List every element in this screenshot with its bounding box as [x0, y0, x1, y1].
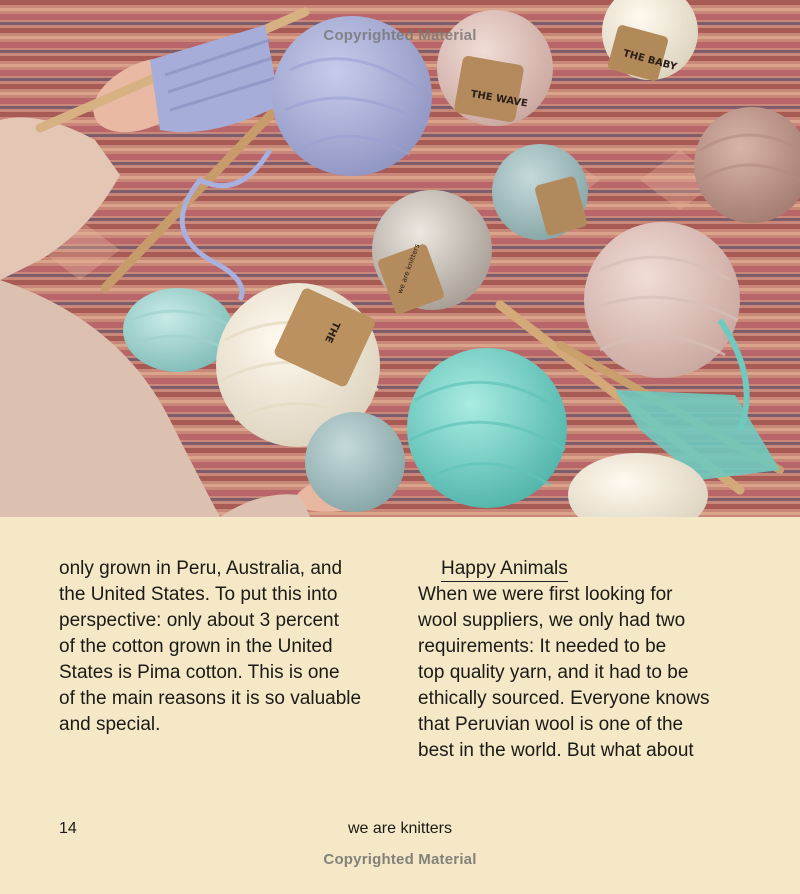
page-number: 14 [59, 820, 77, 837]
label-the-wave: THE WAVE [469, 88, 529, 110]
running-head: we are knitters [347, 820, 453, 837]
watermark-bottom: Copyrighted Material [323, 851, 477, 868]
label-the-baby: THE BABY [621, 48, 678, 74]
watermark-top: Copyrighted Material [323, 27, 477, 44]
left-column-text: only grown in Peru, Australia, and the United States. To put this into perspective: only about 3 percent of the cotton grown in the United States is Pima cotton. This is one of the main reasons it is so valuable and special. [59, 558, 362, 735]
right-column [418, 556, 758, 764]
label-brand: we are knitters [395, 242, 422, 296]
right-column-text: When we were first looking for wool suppliers, we only had two requirements: It needed to be top quality yarn, and it had to be ethically sourced. Everyone knows that Peruvian wool is one of the best in the world. But what about [418, 584, 710, 761]
left-column [59, 556, 389, 738]
section-heading: Happy Animals [441, 557, 568, 582]
label-the: THE [322, 319, 342, 345]
